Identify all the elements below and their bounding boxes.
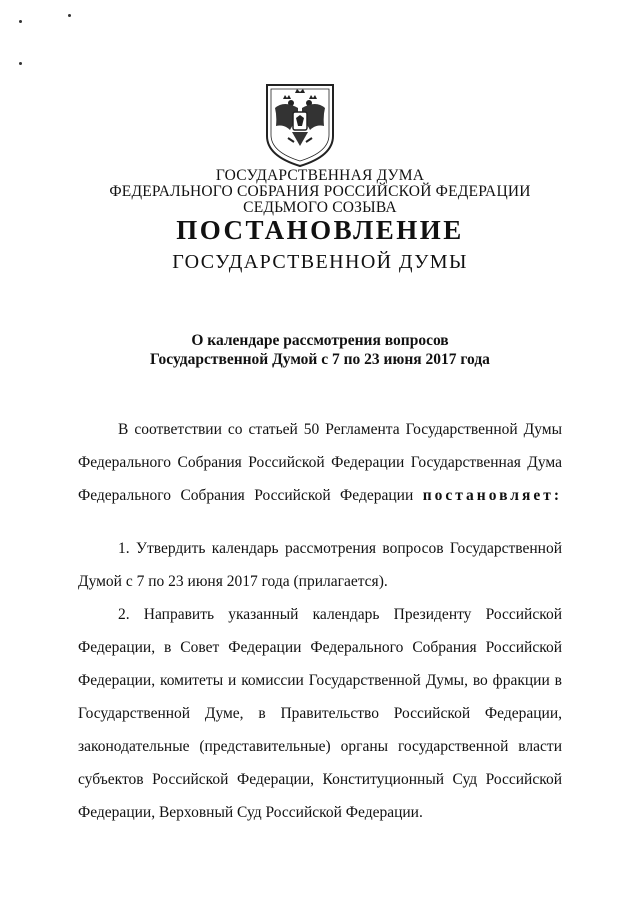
coat-of-arms-icon [264,82,336,168]
item-2-line-4: Государственной Думе, в Правительство Российской Федерации, [78,705,562,722]
item-2-line-7: Федерации, Верховный Суд Российской Федерации. [78,804,423,821]
document-type: ПОСТАНОВЛЕНИЕ [176,215,464,245]
item-2-line-5: законодательные (представительные) органы государственной власти [78,738,562,755]
resolves-word: постановляет: [422,487,562,504]
document-title-line-2: Государственной Думой с 7 по 23 июня 2017 года [150,351,490,368]
preamble-line-3 [78,480,562,513]
item-1-line-1: 1. Утвердить календарь рассмотрения вопросов Государственной [118,540,562,557]
preamble-line-3-text: Федерального Собрания Российской Федерации [78,487,414,504]
item-2-line-2: Федерации, в Совет Федерации Федерального Собрания Российской [78,639,562,656]
document-title-line-1: О календаре рассмотрения вопросов [191,332,449,349]
item-2-line-1: 2. Направить указанный календарь Президенту Российской [118,606,562,623]
document-subtype: ГОСУДАРСТВЕННОЙ ДУМЫ [172,251,468,273]
item-1-line-2: Думой с 7 по 23 июня 2017 года (прилагается). [78,573,388,590]
org-line-3: СЕДЬМОГО СОЗЫВА [243,199,397,216]
org-line-1: ГОСУДАРСТВЕННАЯ ДУМА [215,167,425,184]
item-2-line-6: субъектов Российской Федерации, Конституционный Суд Российской [78,771,562,788]
item-2-line-3: Федерации, комитеты и комиссии Государственной Думы, во фракции в [78,672,562,689]
preamble-line-1: В соответствии со статьей 50 Регламента Государственной Думы [118,421,562,438]
preamble-line-2: Федерального Собрания Российской Федерации Государственная Дума [78,454,562,471]
org-line-2: ФЕДЕРАЛЬНОГО СОБРАНИЯ РОССИЙСКОЙ ФЕДЕРАЦИИ [109,183,531,200]
